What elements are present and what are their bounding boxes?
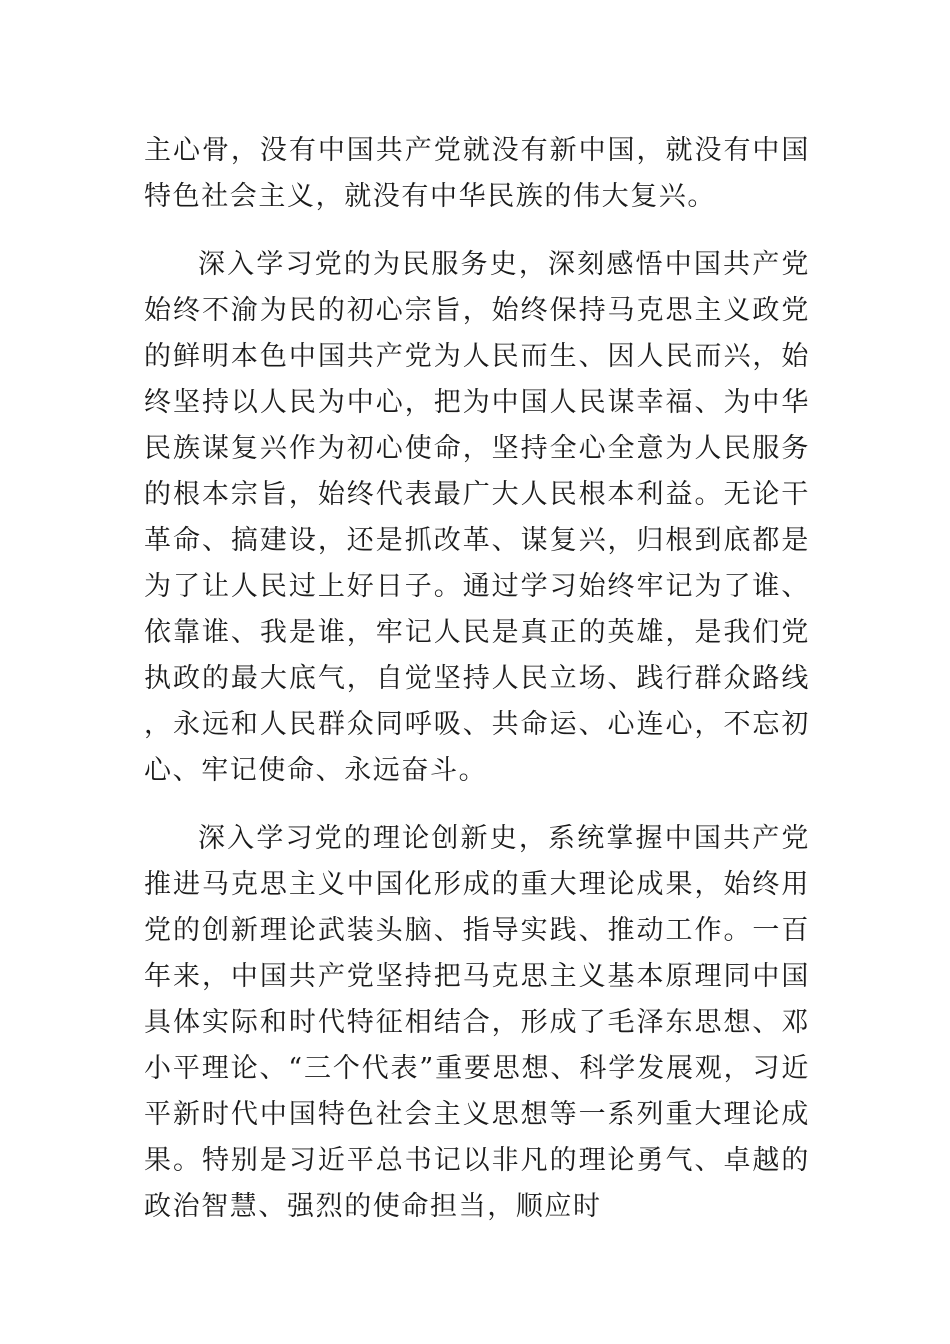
paragraph-theory-history: 深入学习党的理论创新史，系统掌握中国共产党推进马克思主义中国化形成的重大理论成果，始终用党的创新理论武装头脑、指导实践、推动工作。一百年来，中国共产党坚持把马克思主义基本原理同中国具体实际和时代特征相结合，形成了毛泽东思想、邓小平理论、“三个代表”重要思想、科学发展观，习近平新时代中国特色社会主义思想等一系列重大理论成果。特别是习近平总书记以非凡的理论勇气、卓越的政治智慧、强烈的使命担当，顺应时	[144, 823, 810, 1222]
document-body	[144, 128, 810, 1252]
paragraph-continuation: 主心骨，没有中国共产党就没有新中国，就没有中国特色社会主义，就没有中华民族的伟大复兴。	[144, 135, 810, 212]
paragraph-service-history: 深入学习党的为民服务史，深刻感悟中国共产党始终不渝为民的初心宗旨，始终保持马克思主义政党的鲜明本色中国共产党为人民而生、因人民而兴，始终坚持以人民为中心，把为中国人民谋幸福、为中华民族谋复兴作为初心使命，坚持全心全意为人民服务的根本宗旨，始终代表最广大人民根本利益。无论干革命、搞建设，还是抓改革、谋复兴，归根到底都是为了让人民过上好日子。通过学习始终牢记为了谁、依靠谁、我是谁，牢记人民是真正的英雄，是我们党执政的最大底气，自觉坚持人民立场、践行群众路线，永远和人民群众同呼吸、共命运、心连心，不忘初心、牢记使命、永远奋斗。	[144, 249, 810, 786]
